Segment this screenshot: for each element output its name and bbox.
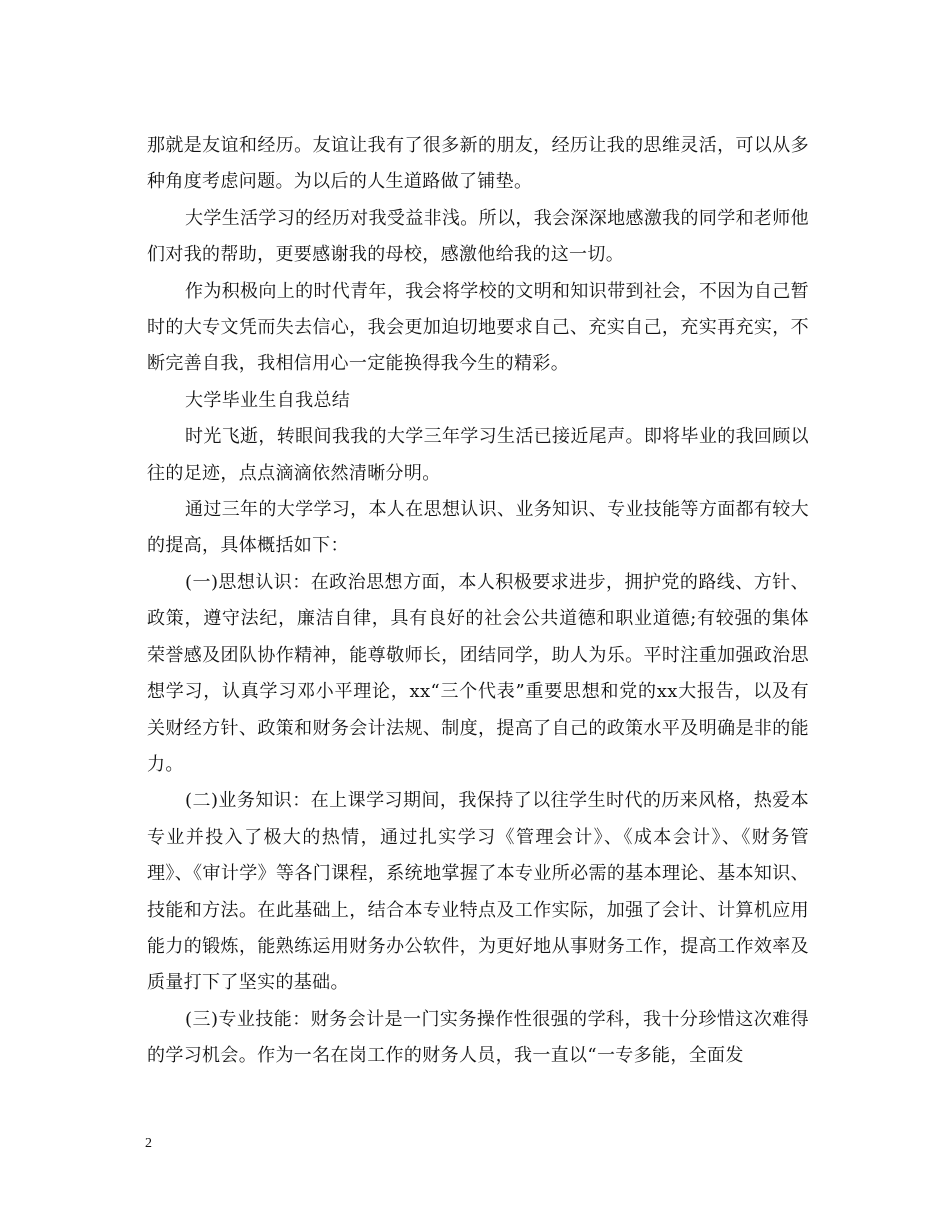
document-body (147, 128, 809, 1075)
paragraph-professional-skills: (三)专业技能：财务会计是一门实务操作性很强的学科，我十分珍惜这次难得的学习机会。作为一名在岗工作的财务人员，我一直以“一专多能，全面发 (147, 1008, 809, 1067)
paragraph-business-knowledge: (二)业务知识：在上课学习期间，我保持了以往学生时代的历来风格，热爱本专业并投入了极大的热情，通过扎实学习《管理会计》、《成本会计》、《财务管理》、《审计学》等各门课程，系统地掌握了本专业所必需的基本理论、基本知识、技能和方法。在此基础上，结合本专业特点及工作实际，加强了会计、计算机应用能力的锻炼，能熟练运用财务办公软件，为更好地从事财务工作，提高工作效率及质量打下了坚实的基础。 (147, 790, 809, 994)
section-heading: 大学毕业生自我总结 (185, 389, 351, 411)
paragraph-4: 时光飞逝，转眼间我我的大学三年学习生活已接近尾声。即将毕业的我回顾以往的足迹，点点滴滴依然清晰分明。 (147, 426, 809, 484)
paragraph-1: 那就是友谊和经历。友谊让我有了很多新的朋友，经历让我的思维灵活，可以从多种角度考虑问题。为以后的人生道路做了铺垫。 (147, 135, 809, 193)
paragraph-2: 大学生活学习的经历对我受益非浅。所以，我会深深地感激我的同学和老师他们对我的帮助，更要感谢我的母校，感激他给我的这一切。 (147, 207, 809, 266)
paragraph-3: 作为积极向上的时代青年，我会将学校的文明和知识带到社会，不因为自己暂时的大专文凭而失去信心，我会更加迫切地要求自己、充实自己，充实再充实，不断完善自我，我相信用心一定能换得我今生的精彩。 (147, 280, 809, 375)
paragraph-ideology: (一)思想认识：在政治思想方面，本人积极要求进步，拥护党的路线、方针、政策，遵守法纪，廉洁自律，具有良好的社会公共道德和职业道德;有较强的集体荣誉感及团队协作精神，能尊敬师长，团结同学，助人为乐。平时注重加强政治思想学习，认真学习邓小平理论，xx“三个代表”重要思想和党的xx大报告，以及有关财经方针、政策和财务会计法规、制度，提高了自己的政策水平及明确是非的能力。 (147, 571, 809, 775)
page-number: 2 (145, 1136, 152, 1151)
paragraph-5: 通过三年的大学学习，本人在思想认识、业务知识、专业技能等方面都有较大的提高，具体概括如下： (147, 499, 809, 557)
